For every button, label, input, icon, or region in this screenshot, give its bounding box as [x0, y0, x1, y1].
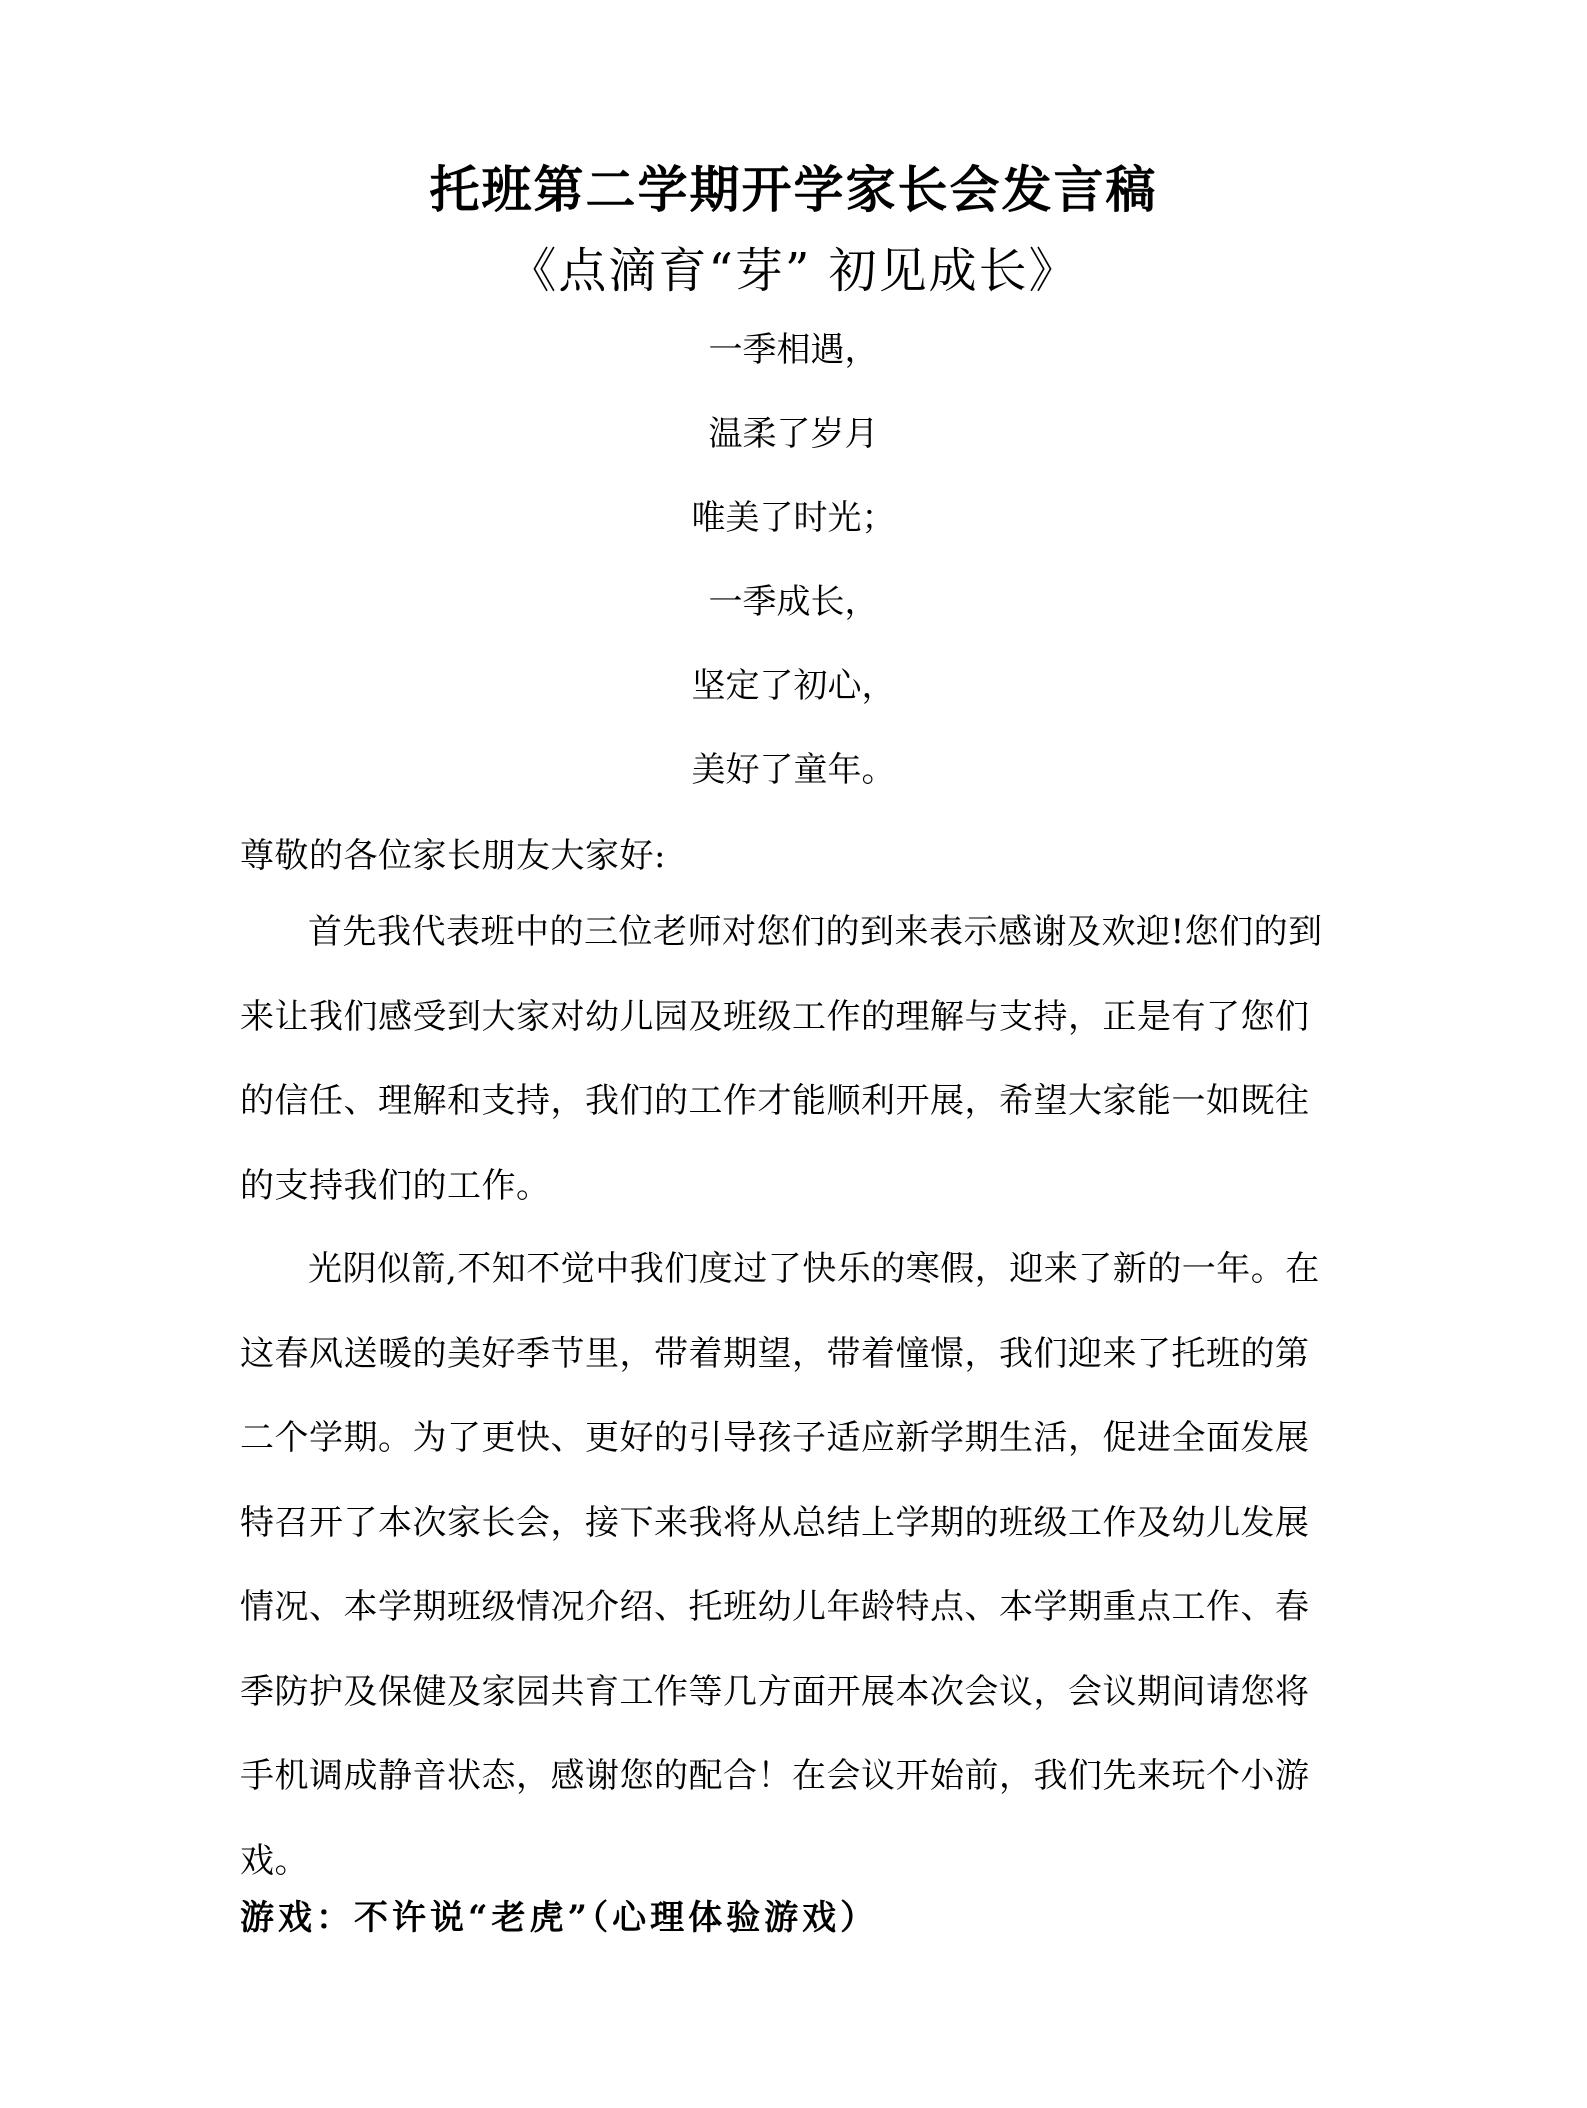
- poem-line: 坚定了初心，: [691, 666, 896, 706]
- greeting: 尊敬的各位家长朋友大家好:: [240, 836, 666, 876]
- paragraph-welcome: 首先我代表班中的三位老师对您们的到来表示感谢及欢迎!您们的到来让我们感受到大家对幼儿园及班级工作的理解与支持，正是有了您们的信任、理解和支持，我们的工作才能顺利开展，希望大家能一如既往的支持我们的工作。: [240, 912, 1323, 1206]
- document-subtitle: 《点滴育“芽” 初见成长》: [508, 243, 1079, 299]
- poem-line: 唯美了时光；: [691, 498, 896, 538]
- poem-line: 一季相遇，: [708, 330, 879, 370]
- poem-line: 美好了童年。: [691, 750, 896, 790]
- game-heading: 游戏：不许说“老虎”（心理体验游戏）: [240, 1898, 879, 1938]
- poem-line: 一季成长，: [708, 582, 879, 622]
- paragraph-introduction: 光阴似箭,不知不觉中我们度过了快乐的寒假，迎来了新的一年。在这春风送暖的美好季节里，带着期望，带着憧憬，我们迎来了托班的第二个学期。为了更快、更好的引导孩子适应新学期生活，促进全面发展特召开了本次家长会，接下来我将从总结上学期的班级工作及幼儿发展情况、本学期班级情况介绍、托班幼儿年龄特点、本学期重点工作、春季防护及保健及家园共育工作等几方面开展本次会议，会议期间请您将手机调成静音状态，感谢您的配合！在会议开始前，我们先来玩个小游戏。: [240, 1249, 1320, 1881]
- document-title: 托班第二学期开学家长会发言稿: [429, 161, 1158, 219]
- poem-line: 温柔了岁月: [708, 414, 879, 454]
- opening-poem: [0, 322, 1587, 826]
